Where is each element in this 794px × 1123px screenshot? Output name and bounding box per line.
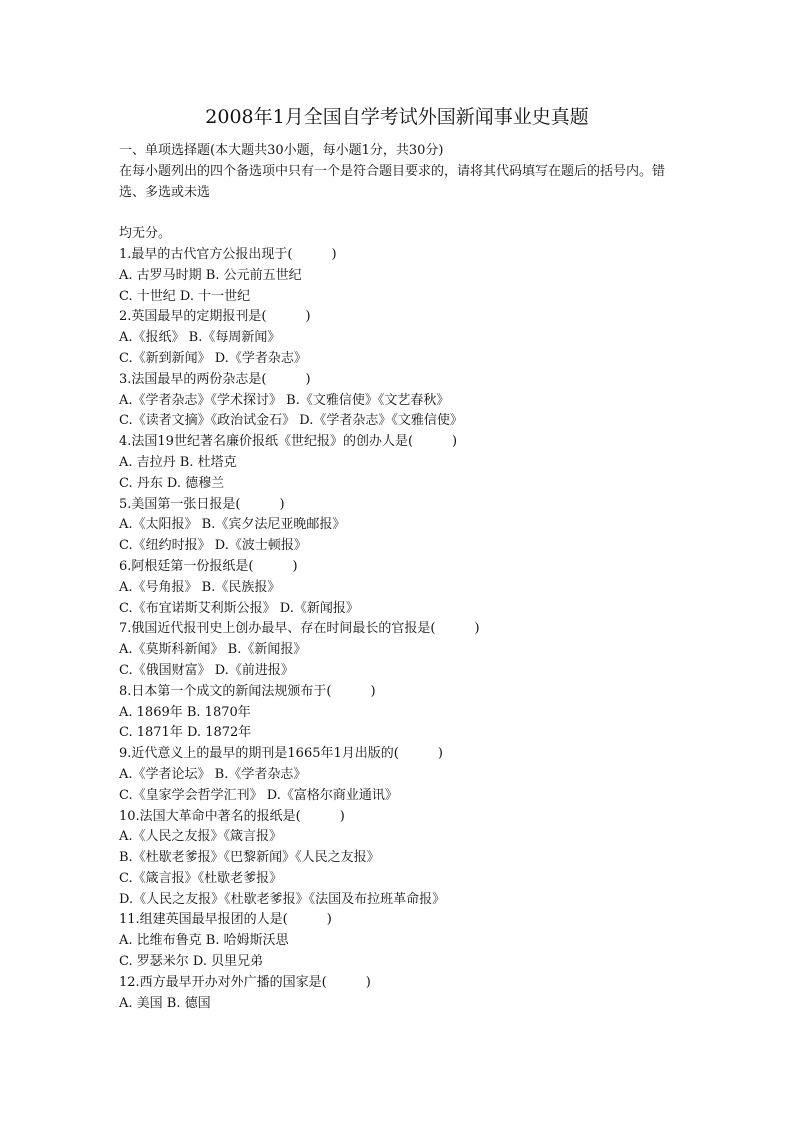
question-6-options-ab: A.《号角报》 B.《民族报》 [119, 579, 281, 595]
question-12-options-ab: A. 美国 B. 德国 [119, 995, 211, 1011]
question-9-options-ab: A.《学者论坛》 B.《学者杂志》 [119, 766, 307, 782]
question-1-options-ab: A. 古罗马时期 B. 公元前五世纪 [119, 267, 302, 283]
question-5-options-cd: C.《纽约时报》 D.《波士顿报》 [119, 538, 307, 554]
question-6: 6.阿根廷第一份报纸是( ) [119, 558, 298, 574]
section-heading: 一、单项选择题(本大题共30小题，每小题1分，共30分) [119, 143, 444, 158]
question-4-options-cd: C. 丹东 D. 德穆兰 [119, 475, 225, 491]
question-9-options-cd: C.《皇家学会哲学汇刊》 D.《富格尔商业通讯》 [119, 787, 398, 803]
document-body [119, 141, 679, 1014]
question-1: 1.最早的古代官方公报出现于( ) [119, 246, 337, 262]
question-6-options-cd: C.《布宜诺斯艾利斯公报》 D.《新闻报》 [119, 600, 359, 616]
question-1-options-cd: C. 十世纪 D. 十一世纪 [119, 288, 251, 304]
question-2: 2.英国最早的定期报刊是( ) [119, 309, 311, 325]
question-10-option-c: C.《箴言报》《杜歇老爹报》 [119, 870, 283, 886]
question-11: 11.组建英国最早报团的人是( ) [119, 912, 332, 928]
instructions-text-continued: 均无分。 [119, 226, 172, 242]
question-10: 10.法国大革命中著名的报纸是( ) [119, 808, 345, 824]
question-3-options-cd: C.《读者文摘》《政治试金石》 D.《学者杂志》《文雅信使》 [119, 413, 463, 429]
question-4: 4.法国19世纪著名廉价报纸《世纪报》的创办人是( ) [119, 434, 458, 450]
blank-line [119, 203, 679, 224]
question-5: 5.美国第一张日报是( ) [119, 496, 285, 512]
document-title: 2008年1月全国自学考试外国新闻事业史真题 [205, 106, 589, 128]
question-3: 3.法国最早的两份杂志是( ) [119, 371, 311, 387]
question-7: 7.俄国近代报刊史上创办最早、存在时间最长的官报是( ) [119, 621, 480, 637]
question-2-options-ab: A.《报纸》 B.《每周新闻》 [119, 330, 281, 346]
question-10-option-a: A.《人民之友报》《箴言报》 [119, 829, 283, 845]
question-7-options-ab: A.《莫斯科新闻》 B.《新闻报》 [119, 642, 307, 658]
question-9: 9.近代意义上的最早的期刊是1665年1月出版的( ) [119, 746, 443, 762]
question-2-options-cd: C.《新到新闻》 D.《学者杂志》 [119, 350, 307, 366]
question-4-options-ab: A. 吉拉丹 B. 杜塔克 [119, 454, 237, 470]
question-11-options-ab: A. 比维布鲁克 B. 哈姆斯沃思 [119, 933, 289, 949]
question-8: 8.日本第一个成文的新闻法规颁布于( ) [119, 683, 376, 699]
question-3-options-ab: A.《学者杂志》《学术探讨》 B.《文雅信使》《文艺春秋》 [119, 392, 450, 408]
question-8-options-cd: C. 1871年 D. 1872年 [119, 725, 252, 741]
instructions-text: 在每小题列出的四个备选项中只有一个是符合题目要求的，请将其代码填写在题后的括号内。错选、多选或未选 [119, 163, 666, 200]
question-12: 12.西方最早开办对外广播的国家是( ) [119, 974, 371, 990]
question-8-options-ab: A. 1869年 B. 1870年 [119, 704, 251, 720]
question-11-options-cd: C. 罗瑟米尔 D. 贝里兄弟 [119, 954, 264, 970]
question-10-option-b: B.《杜歇老爹报》《巴黎新闻》《人民之友报》 [119, 850, 380, 866]
question-5-options-ab: A.《太阳报》 B.《宾夕法尼亚晚邮报》 [119, 517, 346, 533]
question-10-option-d: D.《人民之友报》《杜歇老爹报》《法国及布拉班革命报》 [119, 891, 446, 907]
question-7-options-cd: C.《俄国财富》 D.《前进报》 [119, 662, 294, 678]
